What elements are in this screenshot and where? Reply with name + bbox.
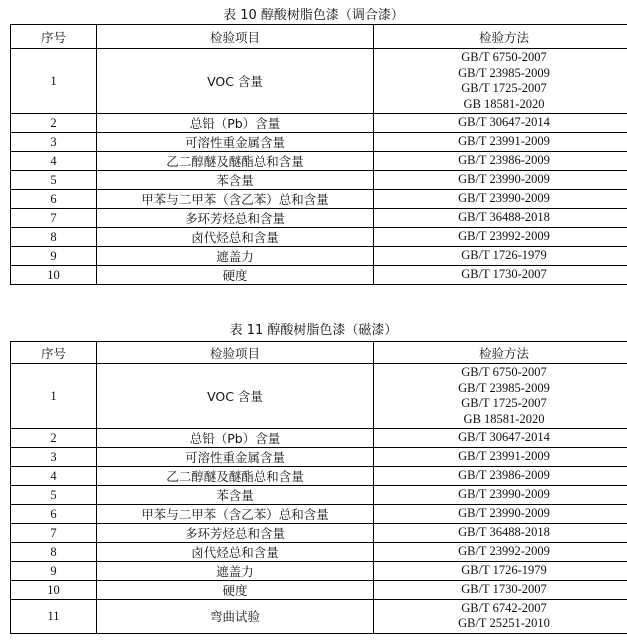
table-row xyxy=(11,209,627,228)
test-method: GB 18581-2020 xyxy=(463,411,545,426)
table-row xyxy=(11,171,627,190)
test-method: GB 18581-2020 xyxy=(463,96,545,111)
test-item: VOC 含量 xyxy=(97,364,374,429)
test-method: GB/T 6742-2007 xyxy=(461,600,547,615)
row-number: 10 xyxy=(11,581,97,600)
test-method-cell xyxy=(374,562,627,581)
row-number: 1 xyxy=(11,364,97,429)
test-item: 卤代烃总和含量 xyxy=(97,228,374,247)
table-row xyxy=(11,247,627,266)
test-method: GB/T 36488-2018 xyxy=(458,525,550,540)
test-method: GB/T 1725-2007 xyxy=(461,81,547,96)
table-row xyxy=(11,486,627,505)
header-method: 检验方法 xyxy=(374,342,627,364)
test-item: 苯含量 xyxy=(97,171,374,190)
test-item: 遮盖力 xyxy=(97,562,374,581)
row-number: 8 xyxy=(11,228,97,247)
test-item: 总铅（Pb）含量 xyxy=(97,429,374,448)
header-no: 序号 xyxy=(11,25,97,49)
test-method-cell xyxy=(374,505,627,524)
test-item: 乙二醇醚及醚酯总和含量 xyxy=(97,152,374,171)
test-method-cell xyxy=(374,467,627,486)
test-method-cell xyxy=(374,581,627,600)
test-method: GB/T 23990-2009 xyxy=(458,487,550,502)
test-method: GB/T 23985-2009 xyxy=(458,380,550,395)
row-number: 7 xyxy=(11,209,97,228)
row-number: 4 xyxy=(11,152,97,171)
test-method: GB/T 23985-2009 xyxy=(458,65,550,80)
test-item: 总铅（Pb）含量 xyxy=(97,114,374,133)
test-method-cell xyxy=(374,152,627,171)
table-row xyxy=(11,364,627,429)
test-method-cell xyxy=(374,266,627,285)
test-method-cell xyxy=(374,524,627,543)
table-row xyxy=(11,190,627,209)
test-item: 硬度 xyxy=(97,581,374,600)
test-method: GB/T 30647-2014 xyxy=(458,430,550,445)
row-number: 6 xyxy=(11,505,97,524)
test-method-cell xyxy=(374,429,627,448)
row-number: 9 xyxy=(11,562,97,581)
test-item: 卤代烃总和含量 xyxy=(97,543,374,562)
test-method-cell xyxy=(374,190,627,209)
table-10-caption: 表 10 醇酸树脂色漆（调合漆） xyxy=(223,8,404,23)
table-row xyxy=(11,266,627,285)
test-item: 弯曲试验 xyxy=(97,600,374,634)
test-item: 可溶性重金属含量 xyxy=(97,133,374,152)
test-item: VOC 含量 xyxy=(97,49,374,114)
test-item: 甲苯与二甲苯（含乙苯）总和含量 xyxy=(97,190,374,209)
row-number: 3 xyxy=(11,448,97,467)
row-number: 9 xyxy=(11,247,97,266)
table-11-caption: 表 11 醇酸树脂色漆（磁漆） xyxy=(229,323,398,338)
header-item: 检验项目 xyxy=(97,342,374,364)
test-method: GB/T 1730-2007 xyxy=(461,267,547,282)
test-method: GB/T 1730-2007 xyxy=(461,582,547,597)
test-method-cell xyxy=(374,133,627,152)
test-method-cell xyxy=(374,247,627,266)
row-number: 11 xyxy=(11,600,97,634)
test-method-cell xyxy=(374,114,627,133)
test-method-cell xyxy=(374,543,627,562)
table-header-row xyxy=(11,342,627,364)
header-item: 检验项目 xyxy=(97,25,374,49)
test-method-cell xyxy=(374,209,627,228)
test-method-cell xyxy=(374,486,627,505)
test-method: GB/T 1726-1979 xyxy=(461,248,547,263)
test-method: GB/T 23990-2009 xyxy=(458,506,550,521)
test-method: GB/T 1725-2007 xyxy=(461,396,547,411)
test-item: 多环芳烃总和含量 xyxy=(97,524,374,543)
test-method-cell xyxy=(374,364,627,429)
table-row xyxy=(11,562,627,581)
test-method: GB/T 25251-2010 xyxy=(458,616,550,631)
test-method: GB/T 6750-2007 xyxy=(461,365,547,380)
test-method: GB/T 23986-2009 xyxy=(458,468,550,483)
header-no: 序号 xyxy=(11,342,97,364)
table-row xyxy=(11,133,627,152)
row-number: 5 xyxy=(11,171,97,190)
test-method-cell xyxy=(374,49,627,114)
row-number: 2 xyxy=(11,429,97,448)
table-row xyxy=(11,429,627,448)
table-row xyxy=(11,152,627,171)
test-item: 遮盖力 xyxy=(97,247,374,266)
test-item: 甲苯与二甲苯（含乙苯）总和含量 xyxy=(97,505,374,524)
table-10-body xyxy=(11,49,627,285)
table-row xyxy=(11,524,627,543)
test-method-cell xyxy=(374,448,627,467)
table-row xyxy=(11,505,627,524)
row-number: 3 xyxy=(11,133,97,152)
table-11 xyxy=(10,341,627,634)
row-number: 8 xyxy=(11,543,97,562)
table-10 xyxy=(10,24,627,285)
row-number: 7 xyxy=(11,524,97,543)
table-row xyxy=(11,467,627,486)
table-11-body xyxy=(11,364,627,634)
test-item: 多环芳烃总和含量 xyxy=(97,209,374,228)
row-number: 2 xyxy=(11,114,97,133)
test-method: GB/T 23991-2009 xyxy=(458,134,550,149)
test-method: GB/T 1726-1979 xyxy=(461,563,547,578)
test-method: GB/T 23986-2009 xyxy=(458,153,550,168)
row-number: 6 xyxy=(11,190,97,209)
table-row xyxy=(11,581,627,600)
test-method: GB/T 23990-2009 xyxy=(458,191,550,206)
table-row xyxy=(11,49,627,114)
test-item: 苯含量 xyxy=(97,486,374,505)
table-row xyxy=(11,228,627,247)
row-number: 5 xyxy=(11,486,97,505)
test-method: GB/T 23991-2009 xyxy=(458,449,550,464)
test-method: GB/T 23992-2009 xyxy=(458,544,550,559)
row-number: 1 xyxy=(11,49,97,114)
row-number: 10 xyxy=(11,266,97,285)
table-header-row xyxy=(11,25,627,49)
row-number: 4 xyxy=(11,467,97,486)
table-row xyxy=(11,114,627,133)
test-item: 可溶性重金属含量 xyxy=(97,448,374,467)
test-method: GB/T 6750-2007 xyxy=(461,50,547,65)
test-method: GB/T 30647-2014 xyxy=(458,115,550,130)
test-method-cell xyxy=(374,228,627,247)
test-method: GB/T 23992-2009 xyxy=(458,229,550,244)
test-item: 硬度 xyxy=(97,266,374,285)
test-method: GB/T 23990-2009 xyxy=(458,172,550,187)
test-method-cell xyxy=(374,171,627,190)
table-row xyxy=(11,600,627,634)
table-row xyxy=(11,543,627,562)
test-method: GB/T 36488-2018 xyxy=(458,210,550,225)
table-row xyxy=(11,448,627,467)
test-item: 乙二醇醚及醚酯总和含量 xyxy=(97,467,374,486)
header-method: 检验方法 xyxy=(374,25,627,49)
test-method-cell xyxy=(374,600,627,634)
